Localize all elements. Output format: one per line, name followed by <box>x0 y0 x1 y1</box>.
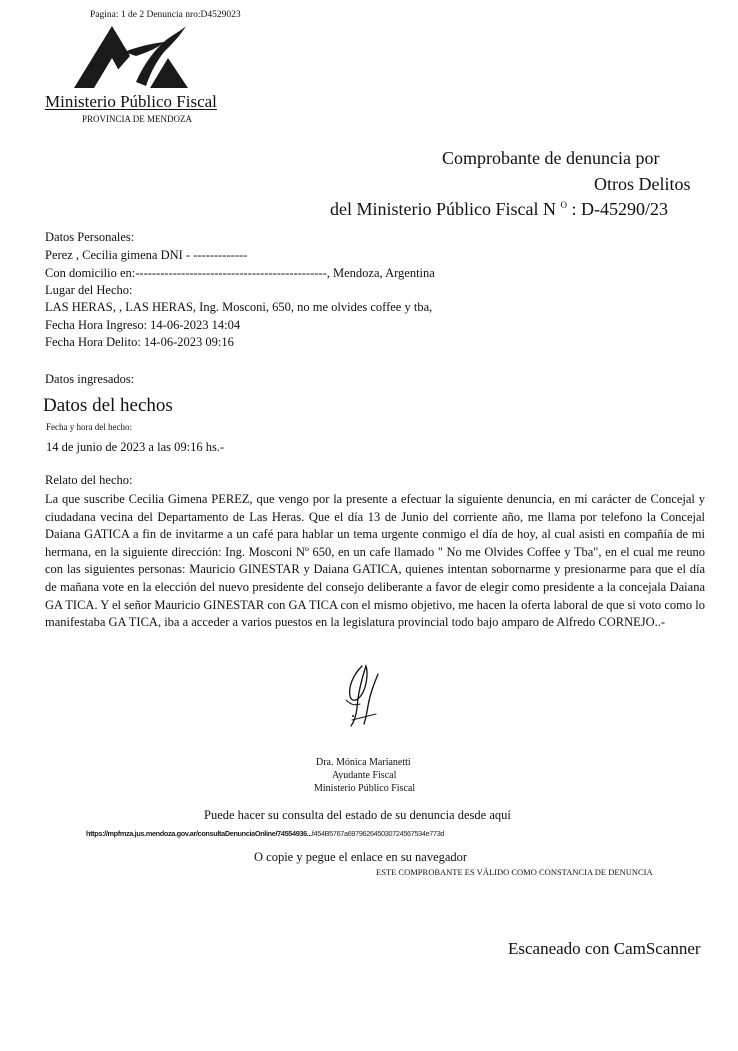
report-text: La que suscribe Cecilia Gimena PEREZ, que vengo por la presente a efectuar la siguiente denuncia, en mi carácter de Concejal y ciudadana vecina del Departamento de Las Heras. Que el día 13 de Junio del corriente año, me llama por telefono la Concejal Daiana GATICA a fin de invitarme a un café para hablar un tema urgente conmigo el día de hoy, al cual asisti en compañía de mi hermana, en la siguiente dirección: Ing. Mosconi Nº 650, en un cafe llamado " No me Olvides Coffee y Tba", en el cual me reuno con las siguientes personas: Mauricio GINESTAR y Daiana GATICA, quienes intentan sobornarme y presionarme para que el día de mañana vote en la elección del nuevo presidente del consejo deliberante a favor de elegir como presidente a la concejala Daiana GA TICA. Y el señor Mauricio GINESTAR con GA TICA con el mismo objetivo, me hacen la oferta laboral de que si voto como lo manifestaba GA TICA, iba a acceder a varios puestos en la legislatura provincial todo bajo amparo de Alfredo CORNEJO..- <box>45 492 705 630</box>
scanner-watermark: Escaneado con CamScanner <box>508 939 701 958</box>
complainant-name: Perez , Cecilia gimena DNI - ------------- <box>45 248 248 262</box>
signatory-office: Ministerio Público Fiscal <box>314 783 416 794</box>
personal-data-heading: Datos Personales: <box>45 230 135 244</box>
province-name: PROVINCIA DE MENDOZA <box>82 114 192 124</box>
consult-link[interactable] <box>86 829 444 838</box>
consult-link-main[interactable]: https://mpfmza.jus.mendoza.gov.ar/consultaDenunciaOnline/74554936... <box>86 829 312 838</box>
incident-datetime: Fecha Hora Delito: 14-06-2023 09:16 <box>45 335 234 349</box>
ministry-logo <box>72 22 190 90</box>
handwritten-signature <box>340 660 390 730</box>
title-line-3 <box>330 199 668 220</box>
complaint-number: : D-45290/23 <box>571 199 668 219</box>
place-value: LAS HERAS, , LAS HERAS, Ing. Mosconi, 650, no me olvides coffee y tba, <box>45 300 433 314</box>
title-line-3-prefix: del Ministerio Público Fiscal N <box>330 199 556 219</box>
title-line-1: Comprobante de denuncia por <box>442 148 660 168</box>
facts-section-title: Datos del hechos <box>43 395 173 416</box>
consult-instructions: Puede hacer su consulta del estado de su denuncia desde aquí <box>204 808 511 822</box>
title-line-3-superscript: O <box>560 200 567 210</box>
signatory-role: Ayudante Fiscal <box>332 770 397 781</box>
entry-datetime: Fecha Hora Ingreso: 14-06-2023 14:04 <box>45 318 241 332</box>
signatory-name: Dra. Mónica Marianetti <box>316 757 411 768</box>
complainant-address: Con domicilio en:----------------------------------------------, Mendoza, Argentina <box>45 266 435 280</box>
incident-date-label: Fecha y hora del hecho: <box>46 422 132 432</box>
entered-data-heading: Datos ingresados: <box>45 372 135 386</box>
title-line-2: Otros Delitos <box>594 174 691 194</box>
page-info: Pagina: 1 de 2 Denuncia nro:D4529023 <box>90 10 241 20</box>
copy-hint: O copie y pegue el enlace en su navegador <box>254 850 468 864</box>
consult-link-tail[interactable]: f454B5767a697962645030724567534e773d <box>311 829 445 838</box>
report-heading: Relato del hecho: <box>45 473 133 487</box>
place-label: Lugar del Hecho: <box>45 283 133 297</box>
ministry-name: Ministerio Público Fiscal <box>45 92 217 111</box>
incident-date-value: 14 de junio de 2023 a las 09:16 hs.- <box>46 440 225 454</box>
validity-notice: ESTE COMPROBANTE ES VÁLIDO COMO CONSTANCIA DE DENUNCIA <box>376 867 653 877</box>
